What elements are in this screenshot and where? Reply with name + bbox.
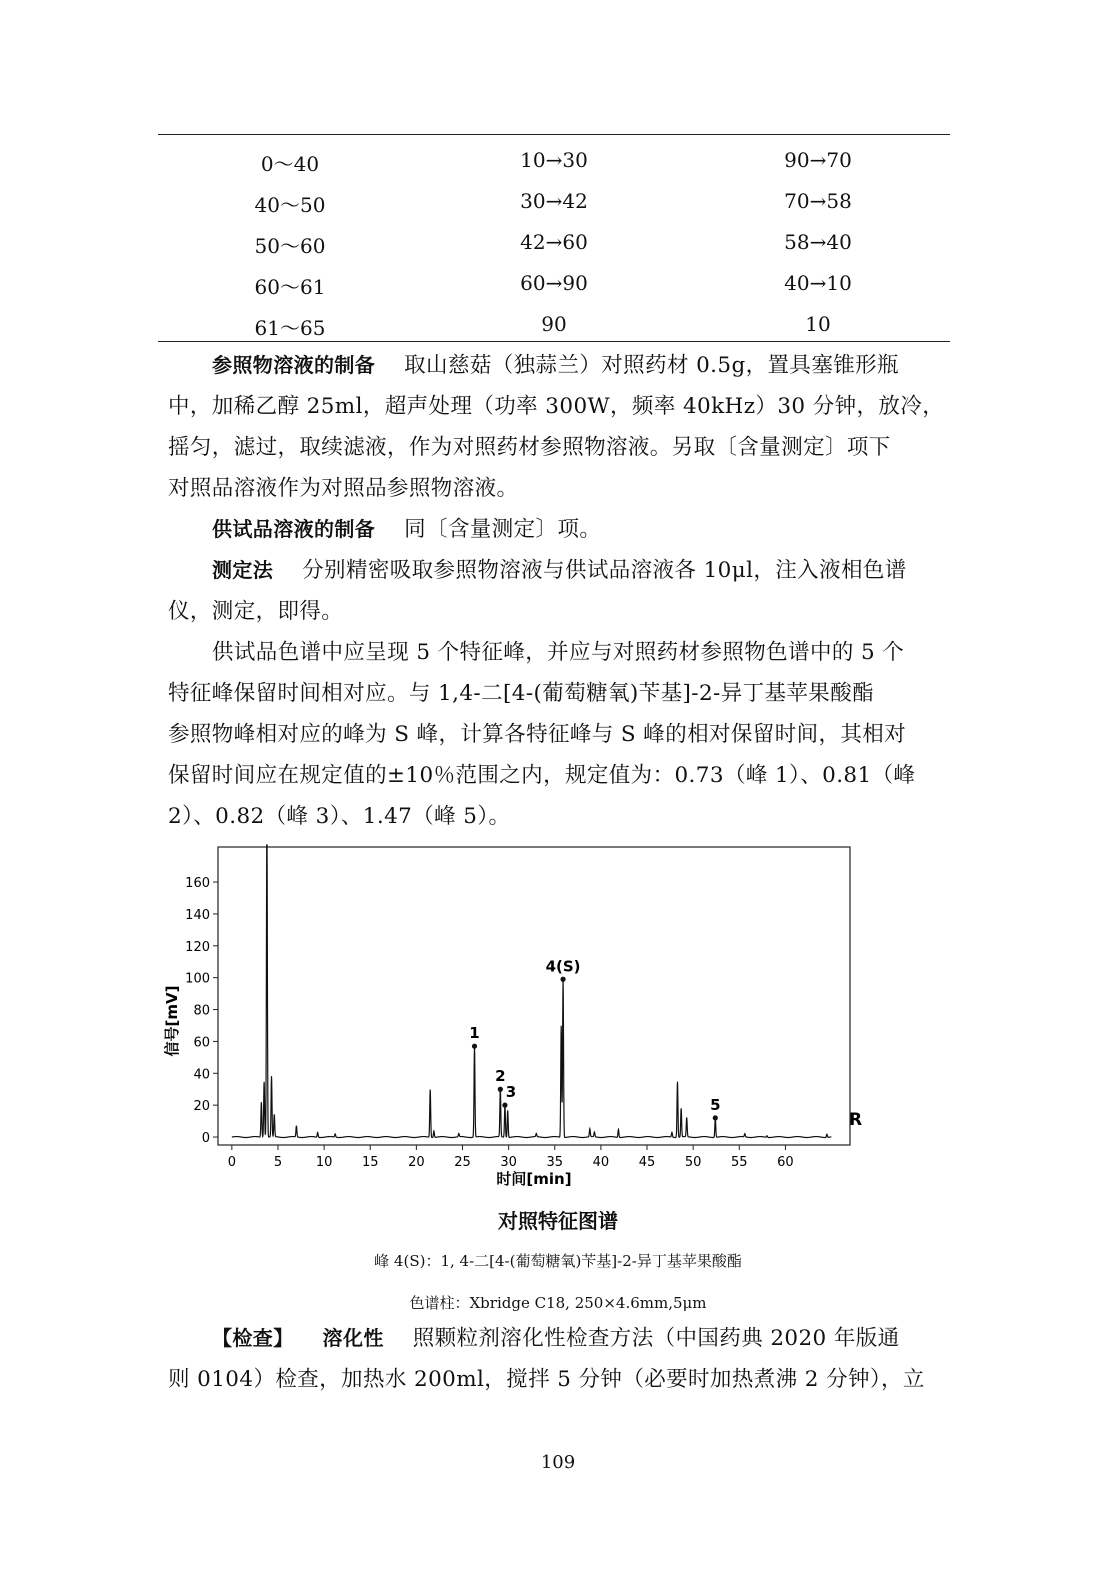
table-cell: 0～40 bbox=[260, 152, 320, 176]
text-line: 对照品溶液作为对照品参照物溶液。 bbox=[168, 476, 519, 501]
x-tick-label: 45 bbox=[638, 1155, 656, 1170]
peak-label: 3 bbox=[505, 1083, 517, 1102]
section-heading: 供试品溶液的制备 bbox=[212, 517, 376, 541]
y-tick-label: 40 bbox=[193, 1067, 210, 1083]
y-axis bbox=[185, 876, 218, 1146]
table-cell: 42→60 bbox=[520, 230, 588, 254]
table-row bbox=[158, 271, 950, 301]
table-cell: 61～65 bbox=[254, 316, 326, 340]
column-caption: 色谱柱：Xbridge C18, 250×4.6mm,5μm bbox=[409, 1294, 707, 1312]
table-cell: 60→90 bbox=[520, 271, 588, 295]
table-row bbox=[158, 230, 950, 260]
table-cell: 40～50 bbox=[254, 193, 326, 217]
table-cell: 10 bbox=[805, 312, 831, 336]
y-axis-label: 信号[mV] bbox=[163, 985, 181, 1057]
peak-marker bbox=[560, 977, 565, 982]
table-cell: 60～61 bbox=[254, 275, 326, 299]
reference-solution-paragraph bbox=[168, 345, 948, 509]
table-cell: 58→40 bbox=[784, 230, 852, 254]
y-tick-label: 20 bbox=[193, 1099, 210, 1115]
peak-marker bbox=[502, 1103, 507, 1108]
y-tick-label: 60 bbox=[193, 1035, 210, 1051]
table-row bbox=[158, 312, 950, 342]
text-line bbox=[168, 550, 948, 591]
text-line: 仪，测定，即得。 bbox=[168, 599, 344, 624]
x-tick-label: 0 bbox=[227, 1155, 236, 1170]
peak-marker bbox=[498, 1087, 503, 1092]
x-tick-label: 5 bbox=[273, 1155, 283, 1170]
peak-labels bbox=[469, 957, 720, 1120]
table-cell: 30→42 bbox=[520, 189, 588, 213]
y-tick-label: 120 bbox=[185, 939, 210, 955]
method-paragraph bbox=[168, 550, 948, 632]
subsection-heading: 溶化性 bbox=[322, 1326, 384, 1350]
text-line: 中，加稀乙醇 25ml，超声处理（功率 300W，频率 40kHz）30 分钟，放冷， bbox=[168, 394, 945, 419]
table-cell: 40→10 bbox=[784, 271, 852, 295]
table-top-rule bbox=[158, 134, 950, 135]
table-cell: 50～60 bbox=[254, 234, 326, 258]
y-tick-label: 80 bbox=[193, 1003, 210, 1019]
x-tick-label: 20 bbox=[408, 1155, 425, 1170]
table-bottom-rule bbox=[158, 341, 950, 342]
text: 供试品色谱中应呈现 5 个特征峰，并应与对照药材参照物色谱中的 5 个 bbox=[212, 640, 905, 665]
peak-label: 1 bbox=[469, 1024, 480, 1043]
trace-label: R bbox=[849, 1110, 863, 1130]
peak-label: 4(S) bbox=[545, 957, 581, 976]
x-tick-label: 10 bbox=[315, 1155, 333, 1170]
text-line bbox=[168, 632, 948, 673]
table-row bbox=[158, 148, 950, 178]
y-tick-label: 0 bbox=[201, 1131, 210, 1147]
text-line: 参照物峰相对应的峰为 S 峰，计算各特征峰与 S 峰的相对保留时间，其相对 bbox=[168, 722, 907, 747]
x-axis bbox=[228, 1145, 794, 1170]
x-tick-label: 15 bbox=[361, 1155, 379, 1170]
text-line: 保留时间应在规定值的±10％范围之内，规定值为：0.73（峰 1）、0.81（峰 bbox=[168, 763, 916, 788]
x-tick-label: 25 bbox=[454, 1155, 471, 1170]
sample-solution-paragraph bbox=[168, 509, 948, 550]
text-line: 2）、0.82（峰 3）、1.47（峰 5）。 bbox=[168, 804, 511, 829]
section-heading: 测定法 bbox=[212, 558, 274, 582]
text-line bbox=[168, 345, 948, 386]
chromatogram-chart bbox=[150, 838, 870, 1198]
peak-label: 2 bbox=[495, 1067, 506, 1086]
inspection-paragraph bbox=[168, 1318, 948, 1400]
y-tick-label: 160 bbox=[185, 876, 210, 892]
text: 同〔含量测定〕项。 bbox=[404, 517, 602, 542]
text: 取山慈菇（独蒜兰）对照药材 0.5g，置具塞锥形瓶 bbox=[404, 353, 899, 378]
figure-caption: 峰 4(S)：1, 4-二[4-(葡萄糖氧)苄基]-2-异丁基苹果酸酯 bbox=[374, 1252, 742, 1270]
plot-frame bbox=[218, 847, 850, 1145]
text-line: 则 0104）检查，加热水 200ml，搅拌 5 分钟（必要时加热煮沸 2 分钟），立 bbox=[168, 1367, 925, 1392]
table-cell: 70→58 bbox=[784, 189, 852, 213]
x-tick-label: 60 bbox=[777, 1155, 794, 1170]
text: 分别精密吸取参照物溶液与供试品溶液各 10μl，注入液相色谱 bbox=[302, 558, 907, 583]
y-tick-label: 140 bbox=[185, 907, 210, 923]
text: 照颗粒剂溶化性检查方法（中国药典 2020 年版通 bbox=[412, 1326, 900, 1351]
table-cell: 10→30 bbox=[520, 148, 588, 172]
y-tick-label: 100 bbox=[185, 971, 210, 987]
x-axis-label: 时间[min] bbox=[496, 1170, 572, 1188]
section-heading: 参照物溶液的制备 bbox=[212, 353, 376, 377]
figure-title: 对照特征图谱 bbox=[498, 1209, 618, 1233]
table-cell: 90 bbox=[541, 312, 567, 336]
x-tick-label: 50 bbox=[684, 1155, 702, 1170]
chromatogram-trace bbox=[232, 845, 832, 1138]
x-tick-label: 35 bbox=[546, 1155, 564, 1170]
table-row bbox=[158, 189, 950, 219]
x-tick-label: 30 bbox=[500, 1155, 517, 1170]
peak-marker bbox=[472, 1044, 477, 1049]
text-line bbox=[168, 1318, 948, 1359]
table-cell: 90→70 bbox=[784, 148, 852, 172]
text-line: 特征峰保留时间相对应。与 1,4-二[4-(葡萄糖氧)苄基]-2-异丁基苹果酸酯 bbox=[168, 681, 874, 706]
peak-marker bbox=[713, 1115, 718, 1120]
x-tick-label: 40 bbox=[592, 1155, 610, 1170]
x-tick-label: 55 bbox=[731, 1155, 748, 1170]
criteria-paragraph bbox=[168, 632, 948, 837]
section-heading: 【检查】 bbox=[212, 1326, 294, 1350]
text-line: 摇匀，滤过，取续滤液，作为对照药材参照物溶液。另取〔含量测定〕项下 bbox=[168, 435, 891, 460]
page-number: 109 bbox=[540, 1452, 576, 1473]
peak-label: 5 bbox=[710, 1095, 721, 1114]
text-line bbox=[168, 509, 948, 550]
